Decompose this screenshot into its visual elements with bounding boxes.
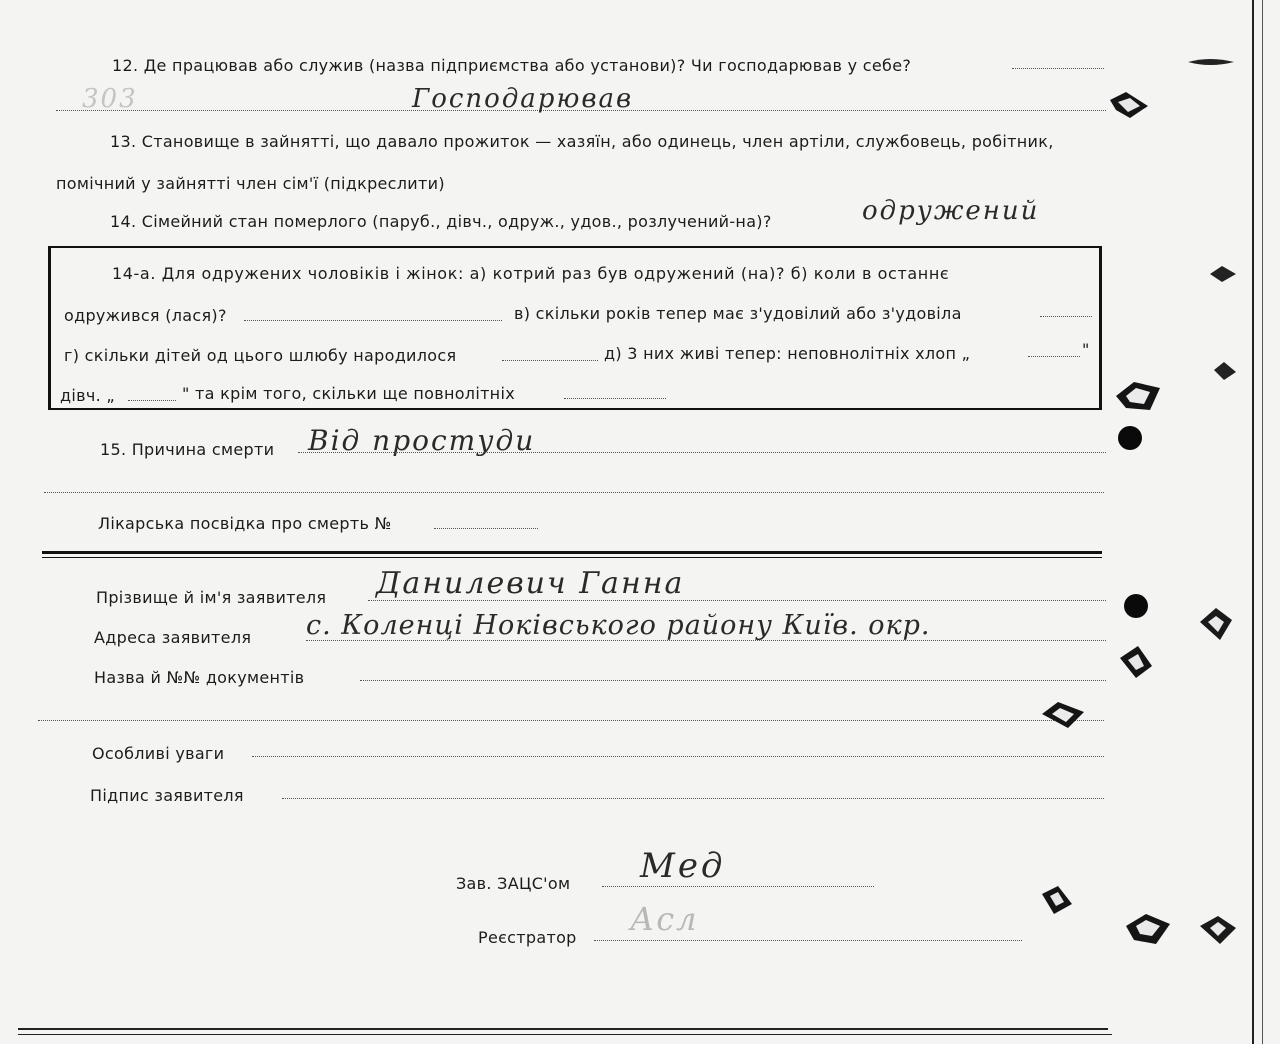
q12-answer: Господарював	[412, 84, 634, 114]
head-dots	[602, 886, 874, 887]
tear-mark-2	[1114, 378, 1164, 414]
medical-label: Лікарська посвідка про смерть №	[98, 514, 392, 533]
tear-mark-8	[1198, 912, 1238, 946]
head-signature: Мед	[640, 846, 726, 886]
q14-answer: одружений	[862, 196, 1040, 226]
applicant-docs-dots-2	[38, 720, 1104, 721]
q14a-dots-4b	[564, 398, 666, 399]
page-bottom-edge-2	[18, 1034, 1112, 1035]
registrar-label: Реєстратор	[478, 928, 577, 947]
q13-label-cont: помічний у зайнятті член сім'ї (підкреслити)	[56, 174, 445, 193]
applicant-docs-label: Назва й №№ документів	[94, 668, 305, 687]
medical-dots	[434, 528, 538, 529]
applicant-notes-dots	[252, 756, 1104, 757]
applicant-name-label: Прізвище й ім'я заявителя	[96, 588, 327, 607]
q14a-line3b: д) 3 них живі тепер: неповнолітніх хлоп „	[604, 344, 971, 363]
applicant-docs-dots	[360, 680, 1106, 681]
head-label: Зав. ЗАЦС'ом	[456, 874, 571, 893]
q12-margin-note: 303	[82, 84, 138, 114]
q14a-line2a: одружився (лася)?	[64, 306, 227, 325]
q15-dots-2	[44, 492, 1104, 493]
tear-mark-9	[1186, 54, 1236, 70]
q12-label: 12. Де працював або служив (назва підприємства або установи)? Чи господарював у себе?	[112, 56, 912, 75]
applicant-name-value: Данилевич Ганна	[376, 566, 685, 601]
applicant-notes-label: Особливі уваги	[92, 744, 225, 763]
page-bottom-edge	[18, 1028, 1108, 1030]
q14a-dots-2b	[1040, 316, 1092, 317]
section-rule-bottom	[42, 557, 1102, 558]
q14a-line3a: г) скільки дітей од цього шлюбу народилося	[64, 346, 457, 365]
q14a-line3c: "	[1082, 340, 1090, 359]
tear-mark-10	[1208, 264, 1238, 284]
applicant-signature-label: Підпис заявителя	[90, 786, 244, 805]
tear-mark-6	[1124, 910, 1172, 946]
registrar-dots	[594, 940, 1022, 941]
applicant-address-value: с. Коленці Ноківського району Київ. окр.	[306, 610, 931, 641]
page-right-edge-2	[1262, 0, 1263, 1044]
q15-dots-1	[298, 452, 1106, 453]
q14-label: 14. Сімейний стан померлого (паруб., дівч., одруж., удов., розлучений-на)?	[110, 212, 772, 231]
q14a-dots-3a	[502, 360, 598, 361]
q14a-dots-2a	[244, 320, 502, 321]
applicant-signature-dots	[282, 798, 1104, 799]
applicant-address-label: Адреса заявителя	[94, 628, 252, 647]
registrar-signature: Асл	[630, 900, 699, 938]
q14a-line2b: в) скільки років тепер має з'удовілий або з'удовіла	[514, 304, 962, 323]
q14a-line4a: дівч. „	[60, 386, 115, 405]
page-right-edge	[1252, 0, 1254, 1044]
tear-mark-4	[1040, 698, 1086, 730]
q15-label: 15. Причина смерти	[100, 440, 275, 459]
q12-dots-1	[1012, 68, 1104, 69]
tear-mark-1	[1108, 90, 1152, 120]
binding-hole-2	[1124, 594, 1148, 618]
tear-mark-11	[1212, 360, 1238, 382]
q14a-dots-3b	[1028, 356, 1080, 357]
tear-mark-5	[1038, 884, 1074, 916]
q14a-line1: 14-а. Для одружених чоловіків і жінок: а) котрий раз був одружений (на)? б) коли в останнє	[112, 264, 950, 283]
q14a-dots-4a	[128, 400, 176, 401]
tear-mark-7	[1196, 604, 1236, 644]
q15-answer: Від простуди	[308, 424, 536, 457]
binding-hole-1	[1118, 426, 1142, 450]
q13-label: 13. Становище в зайнятті, що давало прожиток — хазяїн, або одинець, член артіли, службовець, робітник,	[110, 132, 1054, 151]
section-rule-top	[42, 551, 1102, 554]
q14a-line4b: " та крім того, скільки ще повнолітніх	[182, 384, 515, 403]
tear-mark-3	[1116, 644, 1156, 680]
